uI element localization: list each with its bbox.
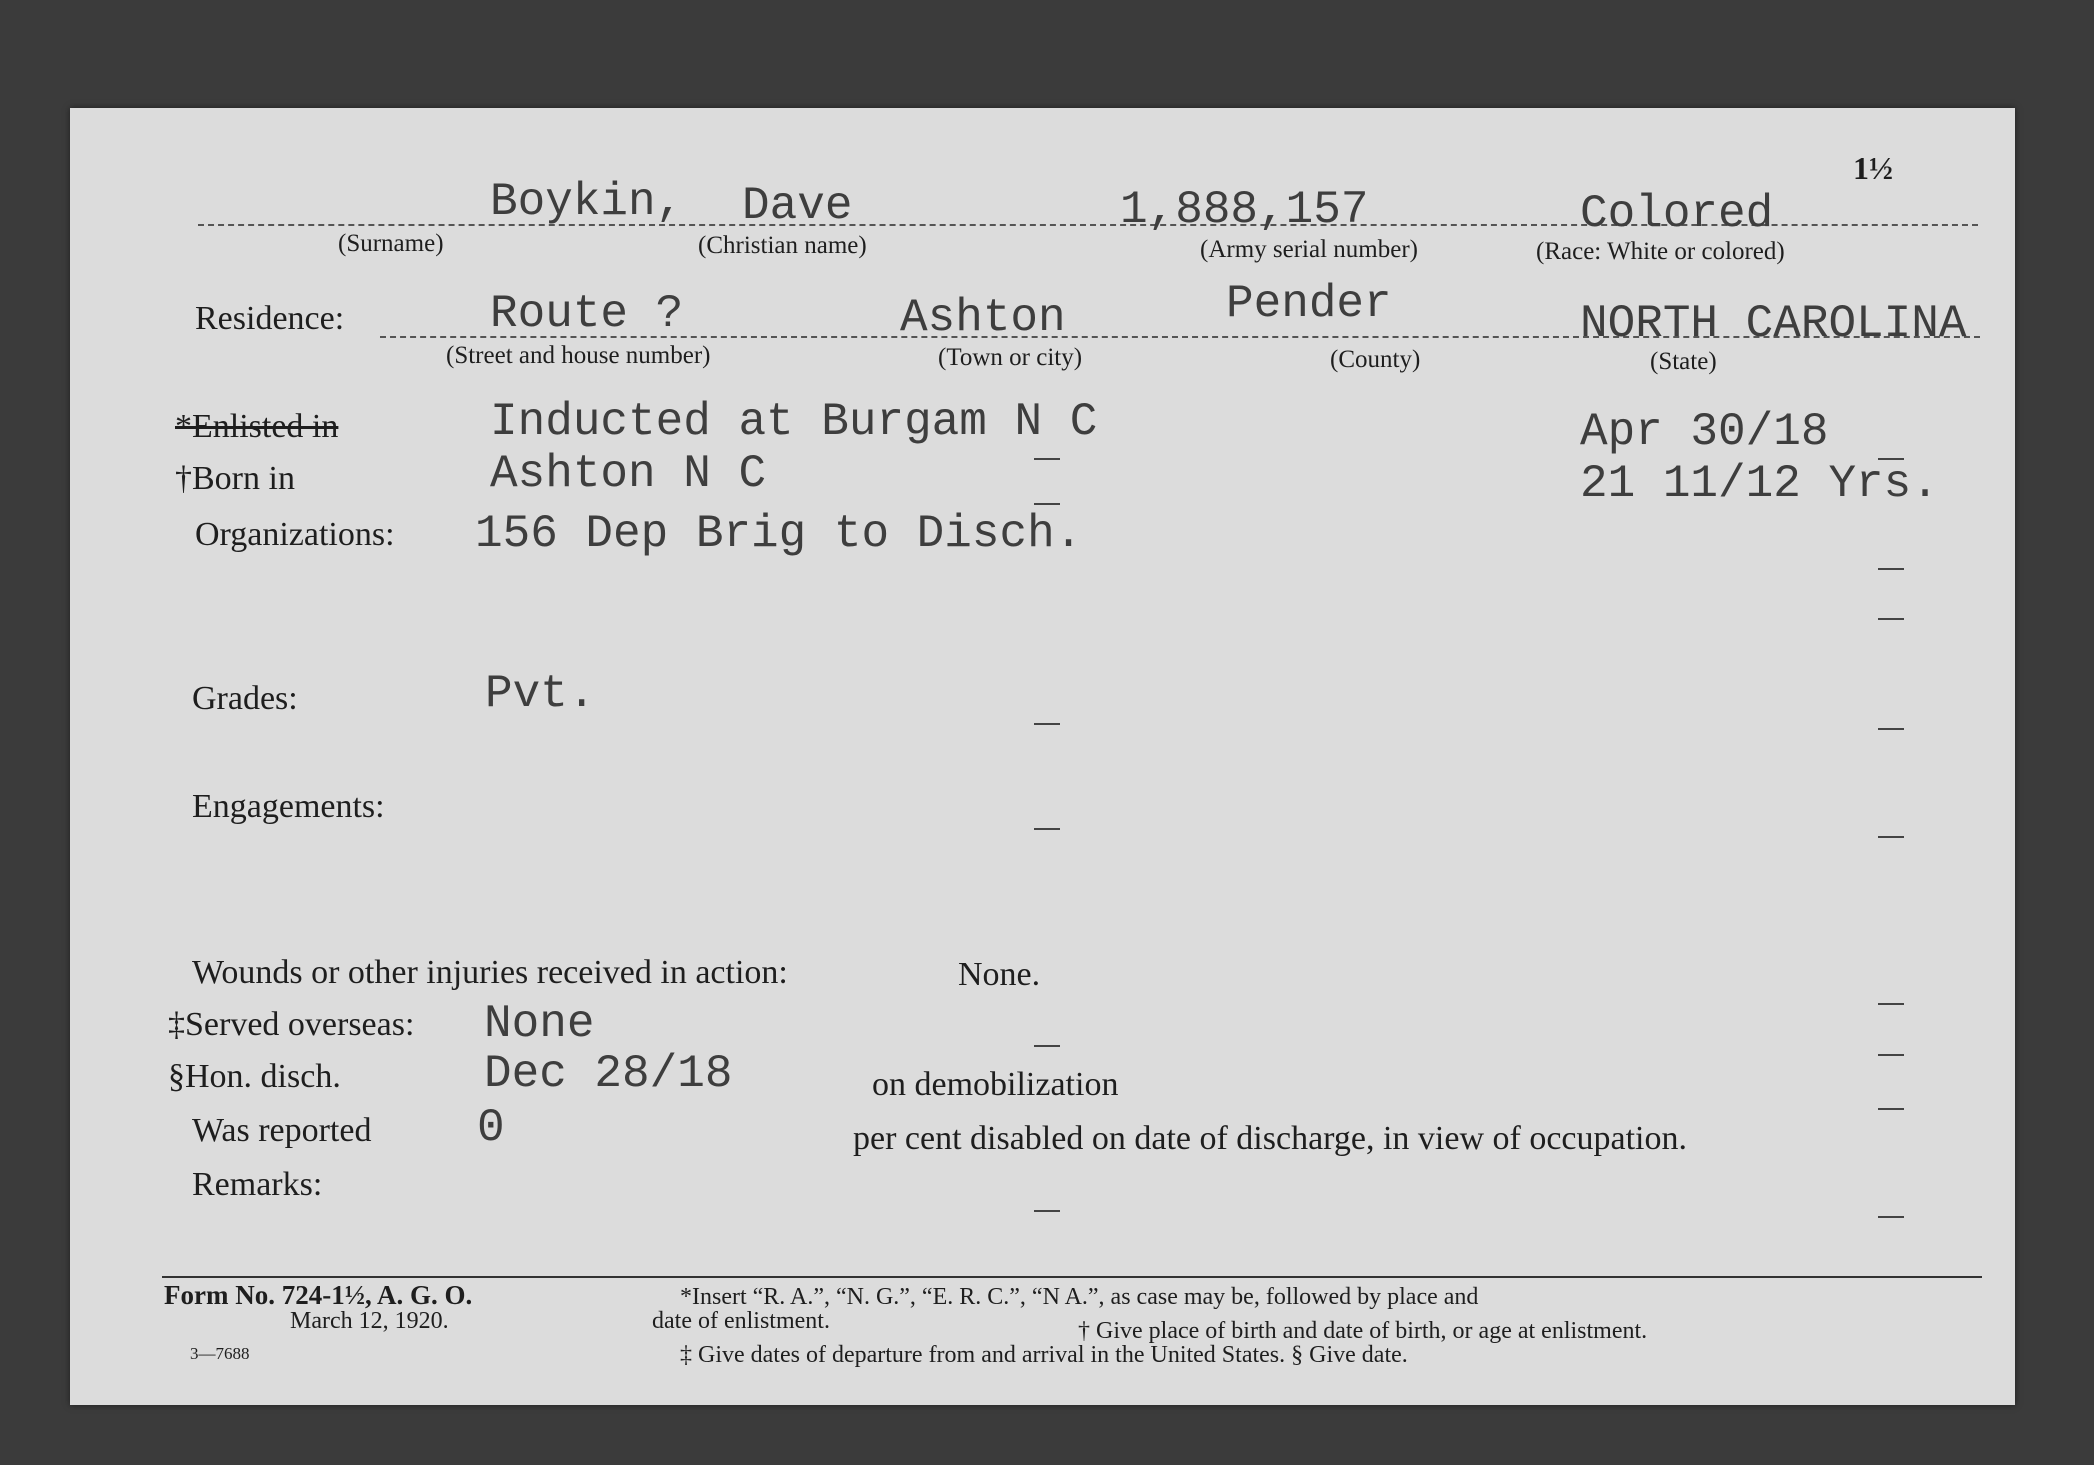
form-number: Form No. 724-1½, A. G. O.: [164, 1280, 473, 1310]
margin-dash: [1034, 1210, 1060, 1212]
margin-dash: [1034, 503, 1060, 505]
margin-dash: [1878, 1108, 1904, 1110]
wounds-label: Wounds or other injuries received in action:: [192, 954, 788, 991]
grades-value: Pvt.: [485, 668, 596, 720]
overseas-label: ‡Served overseas:: [168, 1006, 415, 1043]
street-value: Route ?: [490, 288, 684, 340]
margin-dash: [1034, 458, 1060, 460]
print-code: 3—7688: [190, 1344, 250, 1363]
residence-label: Residence:: [195, 300, 345, 337]
remarks-label: Remarks:: [192, 1166, 323, 1203]
town-caption: (Town or city): [938, 344, 1083, 371]
state-caption: (State): [1650, 348, 1717, 375]
enlisted-value: Inducted at Burgam N C: [490, 396, 1098, 448]
margin-dash: [1878, 568, 1904, 570]
engagements-label: Engagements:: [192, 788, 385, 825]
margin-dash: [1878, 458, 1904, 460]
surname-caption: (Surname): [338, 230, 444, 257]
hon-disch-value: Dec 28/18: [484, 1048, 733, 1100]
race-caption: (Race: White or colored): [1536, 238, 1785, 265]
footnote-departure: ‡ Give dates of departure from and arrival in the United States. § Give date.: [680, 1342, 1408, 1368]
surname-value: Boykin,: [490, 176, 684, 228]
margin-dash: [1878, 1216, 1904, 1218]
margin-dash: [1034, 828, 1060, 830]
footnote-date-enlistment: date of enlistment.: [652, 1308, 830, 1334]
form-date: March 12, 1920.: [290, 1308, 449, 1334]
enlisted-date-value: Apr 30/18: [1580, 406, 1829, 458]
margin-dash: [1878, 1003, 1904, 1005]
born-label: †Born in: [175, 460, 295, 497]
serial-number-value: 1,888,157: [1120, 184, 1369, 236]
reported-label: Was reported: [192, 1112, 372, 1149]
christian-name-value: Dave: [742, 180, 853, 232]
hon-disch-suffix: on demobilization: [872, 1066, 1119, 1103]
margin-dash: [1878, 728, 1904, 730]
footnote-insert: *Insert “R. A.”, “N. G.”, “E. R. C.”, “N A.”, as case may be, followed by place and: [680, 1284, 1479, 1310]
grades-label: Grades:: [192, 680, 298, 717]
serial-number-caption: (Army serial number): [1200, 236, 1418, 263]
margin-dash: [1878, 836, 1904, 838]
hon-disch-label: §Hon. disch.: [168, 1058, 341, 1095]
margin-dash: [1034, 723, 1060, 725]
christian-name-caption: (Christian name): [698, 232, 867, 259]
footer-rule: [162, 1276, 1982, 1278]
enlisted-label: *Enlisted in: [175, 408, 339, 445]
wounds-value: None.: [958, 956, 1041, 993]
state-value: NORTH CAROLINA: [1580, 298, 1967, 350]
reported-value: 0: [477, 1102, 505, 1154]
corner-number: 1½: [1853, 150, 1893, 186]
service-record-card: [70, 108, 2015, 1405]
margin-dash: [1878, 618, 1904, 620]
reported-suffix: per cent disabled on date of discharge, in view of occupation.: [853, 1120, 1687, 1157]
overseas-value: None: [484, 998, 595, 1050]
organizations-value: 156 Dep Brig to Disch.: [475, 508, 1083, 560]
race-value: Colored: [1580, 188, 1774, 240]
county-value: Pender: [1226, 278, 1392, 330]
age-value: 21 11/12 Yrs.: [1580, 458, 1939, 510]
town-value: Ashton: [900, 292, 1066, 344]
street-caption: (Street and house number): [446, 342, 711, 369]
born-value: Ashton N C: [490, 448, 767, 500]
county-caption: (County): [1330, 346, 1421, 373]
organizations-label: Organizations:: [195, 516, 395, 553]
margin-dash: [1034, 1045, 1060, 1047]
footnote-birth: † Give place of birth and date of birth, or age at enlistment.: [1078, 1318, 1648, 1344]
margin-dash: [1878, 1054, 1904, 1056]
